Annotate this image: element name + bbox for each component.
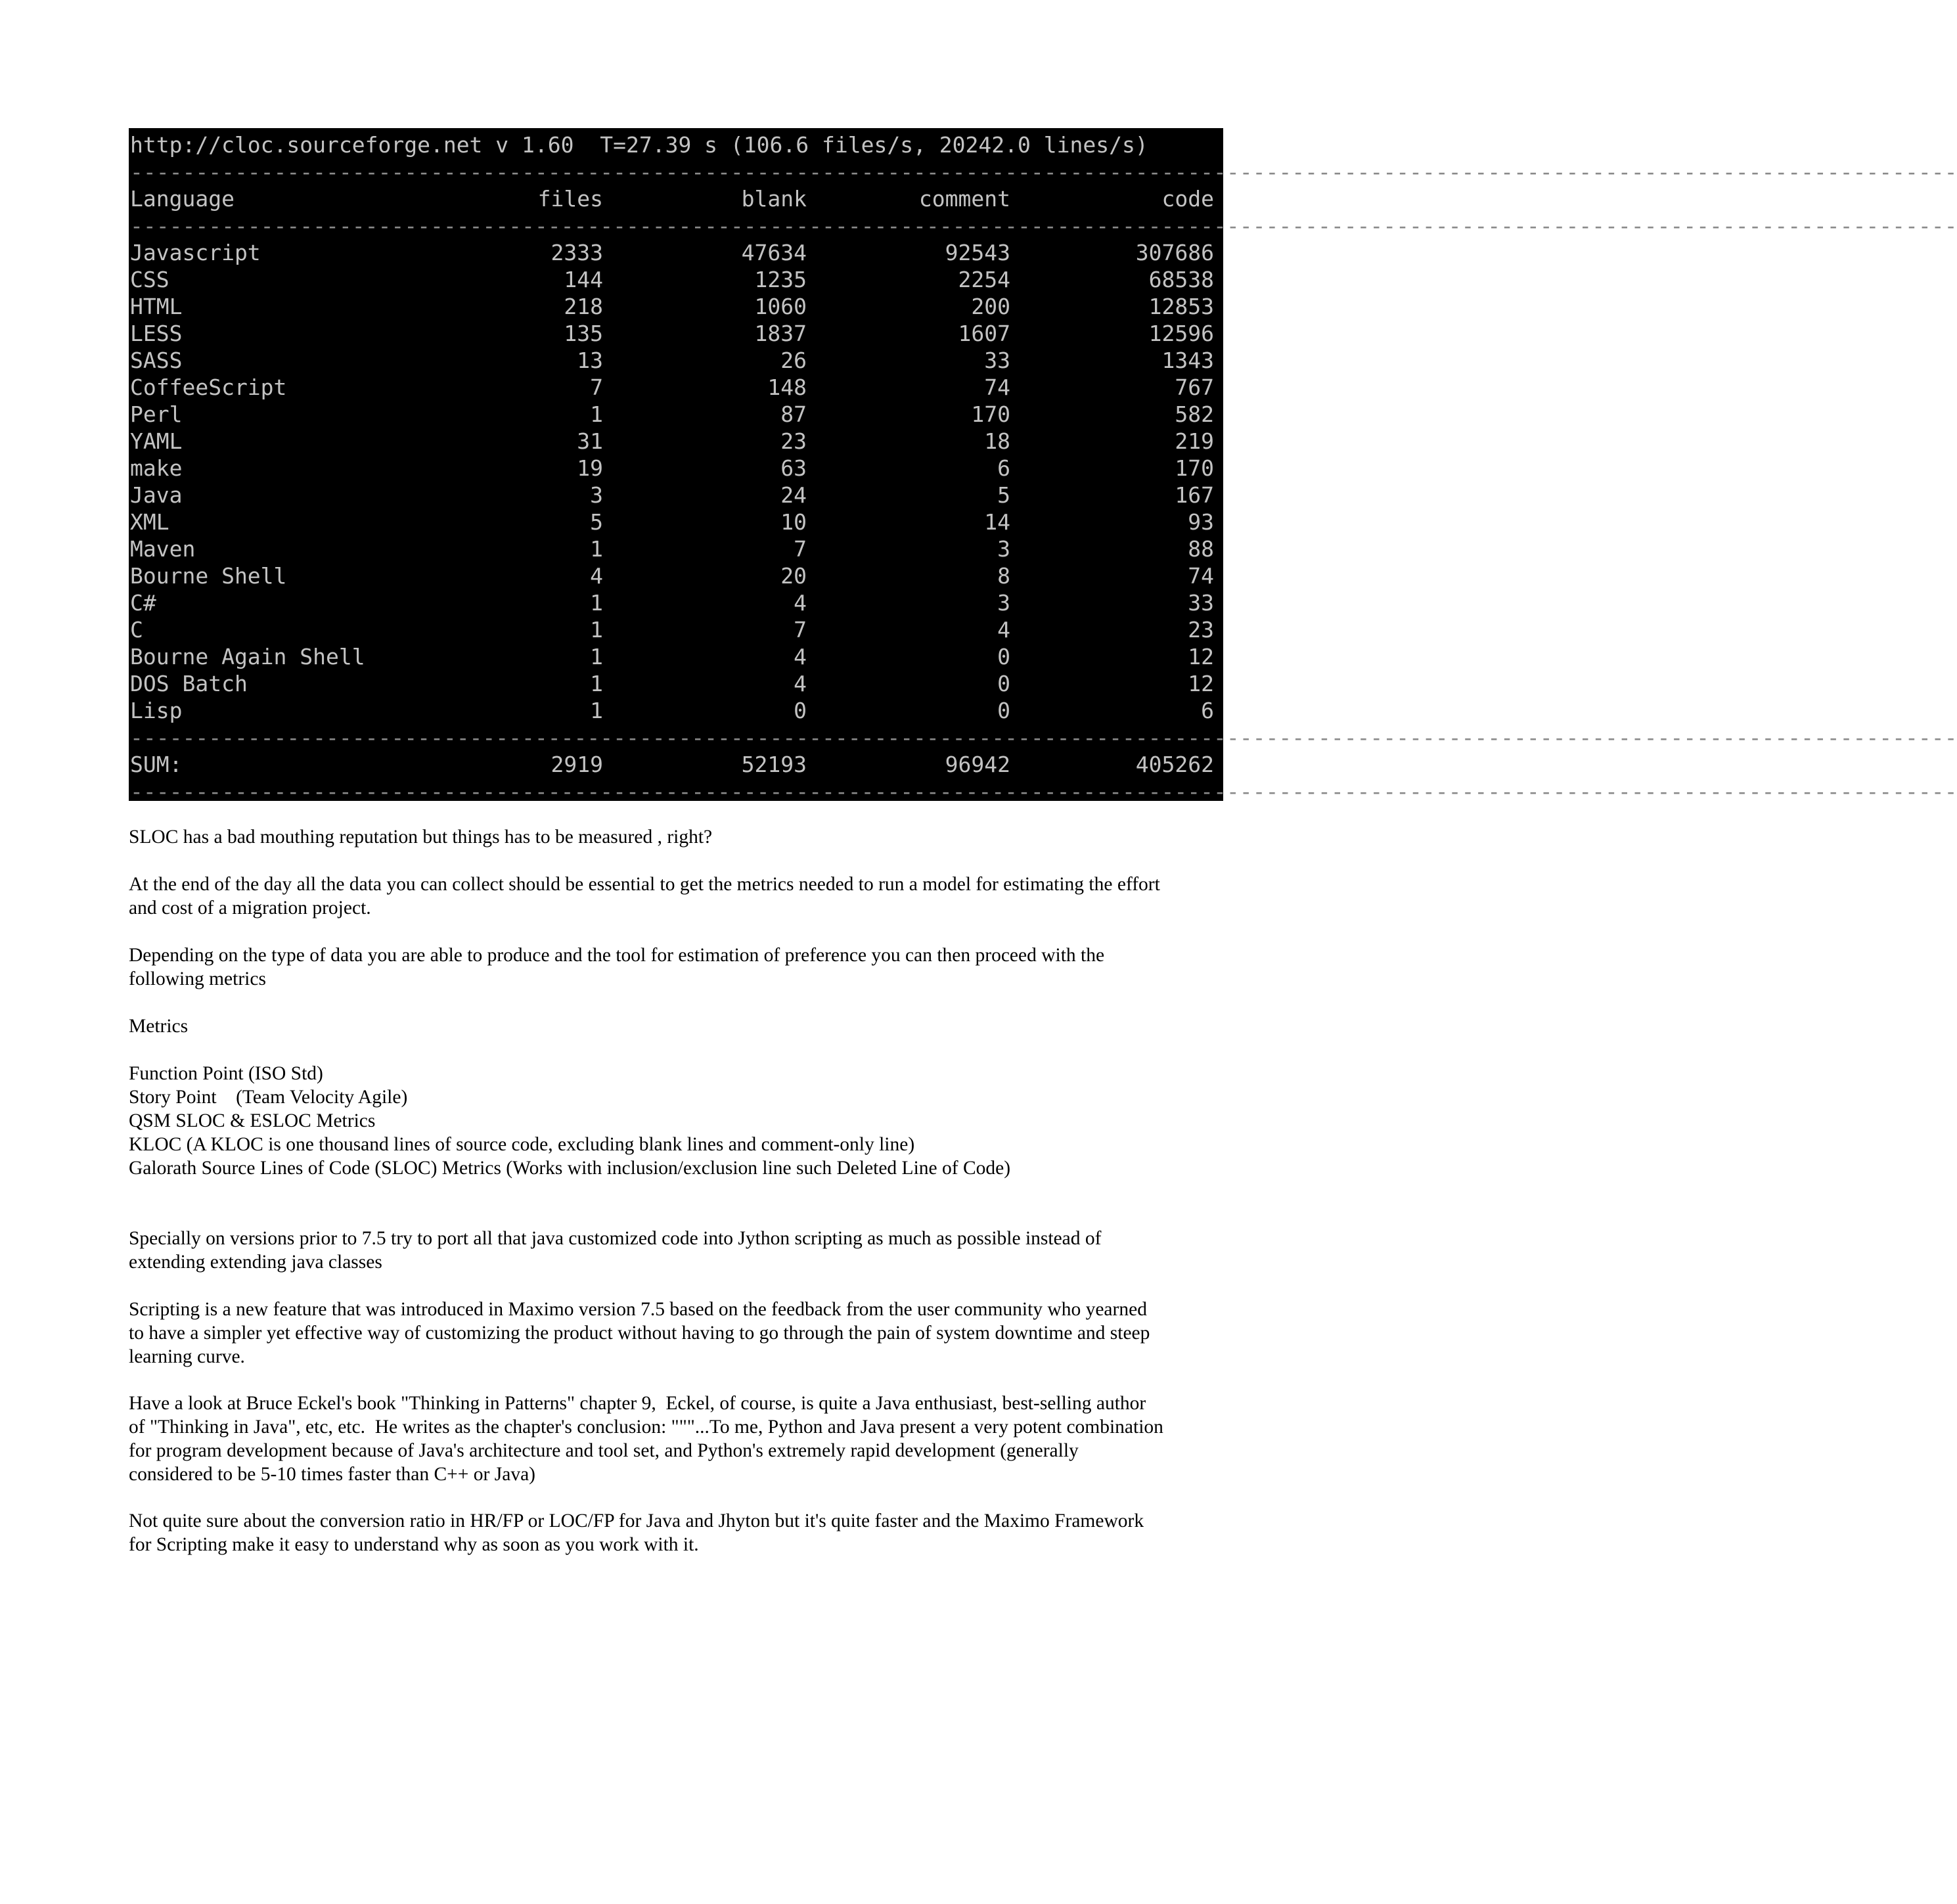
cell-comment: 3 — [997, 590, 1010, 616]
paragraph-line: Depending on the type of data you are able to produce and the tool for estimation of preference you can then proceed with the — [129, 945, 1105, 966]
paragraph-line: KLOC (A KLOC is one thousand lines of source code, excluding blank lines and comment-only line) — [129, 1134, 915, 1155]
table-row — [130, 401, 1214, 428]
paragraph-line: QSM SLOC & ESLOC Metrics — [129, 1110, 376, 1131]
cell-blank: 4 — [794, 590, 807, 616]
cell-code: 170 — [1175, 455, 1214, 481]
cloc-header-line: http://cloc.sourceforge.net v 1.60 T=27.39 s (106.6 files/s, 20242.0 lines/s) — [130, 132, 1148, 158]
paragraph-line: Specially on versions prior to 7.5 try to port all that java customized code into Jython scripting as much as possible instead of — [129, 1228, 1102, 1249]
cell-blank: 1837 — [754, 321, 807, 346]
cell-code: 219 — [1175, 428, 1214, 454]
paragraph-line: for program development because of Java's architecture and tool set, and Python's extremely rapid development (generally — [129, 1440, 1079, 1461]
cell-language: SASS — [130, 348, 183, 373]
cell-language: Java — [130, 482, 183, 508]
column-header-code: code — [1161, 186, 1214, 212]
cell-files: 5 — [590, 509, 603, 535]
cell-files: 135 — [564, 321, 603, 346]
paragraph-line: SLOC has a bad mouthing reputation but things has to be measured , right? — [129, 827, 713, 848]
cell-files: 4 — [590, 563, 603, 589]
cell-code: 74 — [1188, 563, 1214, 589]
cell-language: Perl — [130, 401, 183, 427]
cell-language: C — [130, 617, 143, 643]
cell-blank: 4 — [794, 671, 807, 696]
cell-blank: 23 — [780, 428, 807, 454]
cell-language: Bourne Shell — [130, 563, 287, 589]
paragraph — [129, 1509, 1232, 1556]
table-row — [130, 616, 1214, 643]
cell-language: make — [130, 455, 183, 481]
table-row — [130, 266, 1214, 293]
table-row — [130, 428, 1214, 455]
cell-files: 1 — [590, 644, 603, 669]
cell-code: 12596 — [1148, 321, 1214, 346]
cell-comment: 200 — [971, 294, 1010, 319]
cell-language: DOS Batch — [130, 671, 248, 696]
cell-files: 2333 — [551, 240, 603, 265]
table-row — [130, 293, 1214, 320]
table-row — [130, 562, 1214, 589]
cell-code: 1343 — [1161, 348, 1214, 373]
cell-comment: 170 — [971, 401, 1010, 427]
cell-language: LESS — [130, 321, 183, 346]
cell-language: Javascript — [130, 240, 261, 265]
cell-comment: 0 — [997, 671, 1010, 696]
cell-comment: 74 — [984, 374, 1010, 400]
table-row — [130, 482, 1214, 509]
cell-code: 93 — [1188, 509, 1214, 535]
cell-code: 33 — [1188, 590, 1214, 616]
cell-comment: 18 — [984, 428, 1010, 454]
column-header-language: Language — [130, 186, 235, 212]
separator-line: -------------------------------------------------------------------------------------------------------------------------------------------- — [130, 725, 1957, 750]
table-row — [130, 455, 1214, 482]
cell-blank: 87 — [780, 401, 807, 427]
paragraph-line: of "Thinking in Java", etc, etc. He writes as the chapter's conclusion: """...To me, Python and Java present a very potent combination — [129, 1417, 1163, 1438]
cell-comment: 92543 — [945, 240, 1010, 265]
cell-blank: 7 — [794, 536, 807, 562]
sum-row — [130, 751, 1214, 778]
cell-files: 144 — [564, 267, 603, 292]
column-header-files: files — [537, 186, 603, 212]
table-row — [130, 239, 1214, 266]
cell-blank: 148 — [767, 374, 807, 400]
cell-files: 1 — [590, 698, 603, 723]
table-row — [130, 589, 1214, 616]
paragraph-line: and cost of a migration project. — [129, 897, 371, 918]
cell-blank: 26 — [780, 348, 807, 373]
cell-blank: 24 — [780, 482, 807, 508]
cell-blank: 1235 — [754, 267, 807, 292]
cell-language: Bourne Again Shell — [130, 644, 365, 669]
table-row — [130, 509, 1214, 535]
paragraph-line: considered to be 5-10 times faster than C++ or Java) — [129, 1464, 535, 1485]
cell-files: 19 — [577, 455, 603, 481]
paragraph-line: At the end of the day all the data you can collect should be essential to get the metrics needed to run a model for estimating the effort — [129, 874, 1160, 895]
cell-files: 1 — [590, 590, 603, 616]
cell-comment: 1607 — [958, 321, 1010, 346]
cell-files: 1 — [590, 671, 603, 696]
cloc-terminal-screenshot — [129, 128, 1957, 804]
separator-line: -------------------------------------------------------------------------------------------------------------------------------------------- — [130, 213, 1957, 238]
cell-comment: 2254 — [958, 267, 1010, 292]
cell-code: 23 — [1188, 617, 1214, 643]
cell-comment: 5 — [997, 482, 1010, 508]
cell-language: Lisp — [130, 698, 183, 723]
cell-language: Maven — [130, 536, 196, 562]
separator-line: -------------------------------------------------------------------------------------------------------------------------------------------- — [130, 779, 1957, 804]
cell-code: 12853 — [1148, 294, 1214, 319]
sum-files: 2919 — [551, 752, 603, 777]
table-row — [130, 374, 1214, 401]
cell-files: 13 — [577, 348, 603, 373]
paragraph-line: extending extending java classes — [129, 1252, 382, 1273]
cell-files: 218 — [564, 294, 603, 319]
cell-files: 1 — [590, 536, 603, 562]
paragraph — [129, 1392, 1232, 1486]
column-header-row — [130, 185, 1214, 212]
table-row — [130, 320, 1214, 347]
cell-language: HTML — [130, 294, 183, 319]
cell-blank: 47634 — [741, 240, 807, 265]
column-header-blank: blank — [741, 186, 807, 212]
sum-label: SUM: — [130, 752, 183, 777]
paragraph-line: Metrics — [129, 1016, 189, 1037]
cell-language: CSS — [130, 267, 169, 292]
cell-blank: 0 — [794, 698, 807, 723]
cell-comment: 0 — [997, 644, 1010, 669]
cell-blank: 4 — [794, 644, 807, 669]
paragraph — [129, 1014, 1232, 1038]
cell-language: CoffeeScript — [130, 374, 287, 400]
cell-comment: 14 — [984, 509, 1010, 535]
paragraph-line: Galorath Source Lines of Code (SLOC) Metrics (Works with inclusion/exclusion line such Deleted Line of Code) — [129, 1158, 1011, 1179]
paragraph — [129, 1298, 1232, 1369]
cell-code: 167 — [1175, 482, 1214, 508]
cell-code: 12 — [1188, 671, 1214, 696]
cell-code: 6 — [1201, 698, 1214, 723]
table-row — [130, 697, 1214, 724]
separator-line: -------------------------------------------------------------------------------------------------------------------------------------------- — [130, 159, 1957, 185]
table-row — [130, 643, 1214, 670]
cell-code: 767 — [1175, 374, 1214, 400]
paragraph-line: Function Point (ISO Std) — [129, 1063, 323, 1084]
cell-language: C# — [130, 590, 156, 616]
column-header-comment: comment — [918, 186, 1010, 212]
paragraph-line: Have a look at Bruce Eckel's book "Thinking in Patterns" chapter 9, Eckel, of course, is quite a Java enthusiast, best-selling author — [129, 1393, 1146, 1414]
cell-files: 3 — [590, 482, 603, 508]
cell-files: 7 — [590, 374, 603, 400]
sum-code: 405262 — [1135, 752, 1214, 777]
cell-code: 307686 — [1135, 240, 1214, 265]
paragraph — [129, 1062, 1232, 1180]
cell-comment: 6 — [997, 455, 1010, 481]
cell-blank: 7 — [794, 617, 807, 643]
table-row — [130, 670, 1214, 697]
table-row — [130, 535, 1214, 562]
cell-comment: 3 — [997, 536, 1010, 562]
paragraph-line: for Scripting make it easy to understand why as soon as you work with it. — [129, 1534, 699, 1555]
cell-code: 88 — [1188, 536, 1214, 562]
sum-blank: 52193 — [741, 752, 807, 777]
table-row — [130, 347, 1214, 374]
cell-blank: 1060 — [754, 294, 807, 319]
cell-files: 1 — [590, 617, 603, 643]
paragraph-line: Not quite sure about the conversion ratio in HR/FP or LOC/FP for Java and Jhyton but it's quite faster and the Maximo Framework — [129, 1510, 1144, 1531]
cell-language: XML — [130, 509, 169, 535]
paragraph-line: following metrics — [129, 968, 266, 989]
cell-blank: 20 — [780, 563, 807, 589]
sum-comment: 96942 — [945, 752, 1010, 777]
cell-language: YAML — [130, 428, 183, 454]
cell-code: 68538 — [1148, 267, 1214, 292]
cell-comment: 8 — [997, 563, 1010, 589]
cell-comment: 33 — [984, 348, 1010, 373]
paragraph — [129, 943, 1232, 991]
cell-files: 31 — [577, 428, 603, 454]
paragraph — [129, 1227, 1232, 1274]
paragraph — [129, 825, 1232, 849]
paragraph-line: Scripting is a new feature that was introduced in Maximo version 7.5 based on the feedback from the user community who yearned — [129, 1299, 1147, 1320]
paragraph — [129, 873, 1232, 920]
cell-comment: 0 — [997, 698, 1010, 723]
cell-code: 12 — [1188, 644, 1214, 669]
paragraph-line: Story Point (Team Velocity Agile) — [129, 1087, 408, 1108]
cell-code: 582 — [1175, 401, 1214, 427]
cell-blank: 63 — [780, 455, 807, 481]
cell-files: 1 — [590, 401, 603, 427]
paragraph-line: learning curve. — [129, 1346, 245, 1367]
paragraph-line: to have a simpler yet effective way of customizing the product without having to go through the pain of system downtime and steep — [129, 1323, 1150, 1344]
cell-comment: 4 — [997, 617, 1010, 643]
cell-blank: 10 — [780, 509, 807, 535]
